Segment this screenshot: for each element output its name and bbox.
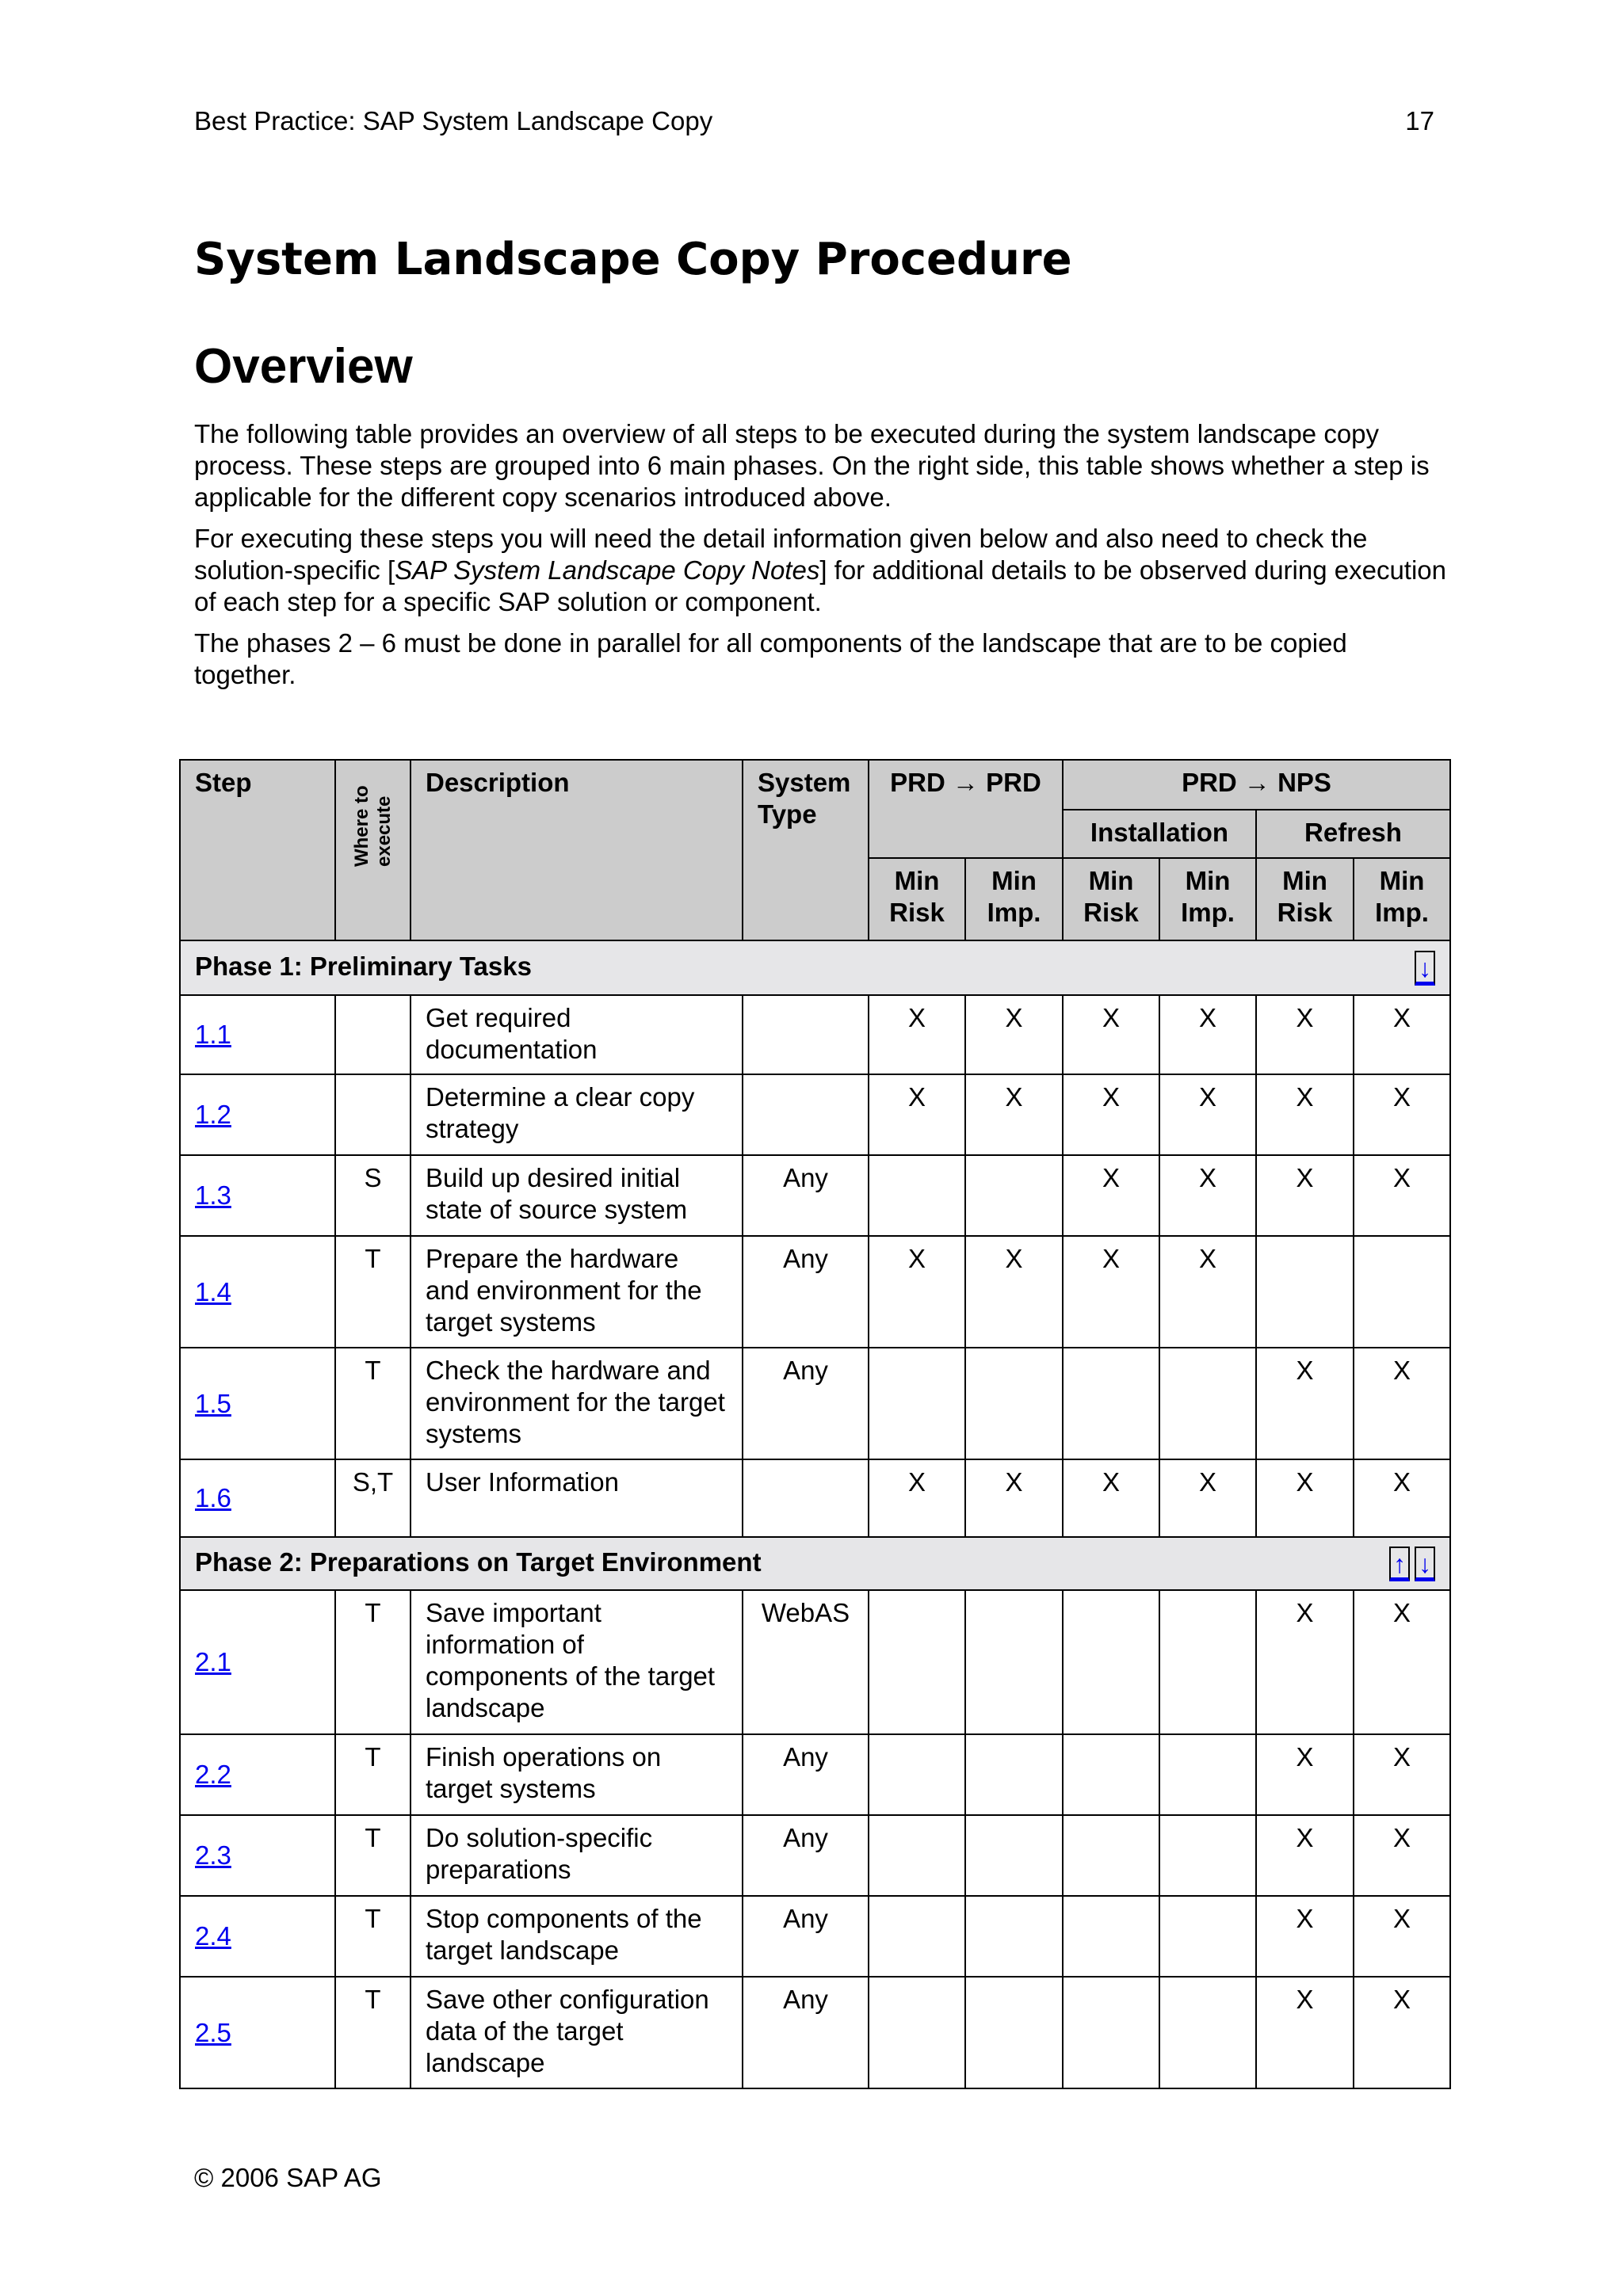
- applicability-mark: [1063, 1977, 1159, 2088]
- applicability-mark: X: [1354, 1074, 1450, 1155]
- table-row: [180, 1590, 1450, 1734]
- step-cell: [180, 1348, 335, 1459]
- header-min-imp: Min Imp.: [1159, 858, 1256, 940]
- applicability-mark: X: [1256, 995, 1354, 1074]
- applicability-mark: X: [1354, 1815, 1450, 1896]
- applicability-mark: X: [1256, 1074, 1354, 1155]
- system-type-cell: Any: [743, 1236, 869, 1348]
- notes-reference: SAP System Landscape Copy Notes: [395, 555, 820, 585]
- phase-title: [180, 1537, 1450, 1590]
- phase-row: [180, 940, 1450, 995]
- applicability-mark: [965, 1155, 1063, 1236]
- applicability-mark: X: [1354, 1734, 1450, 1815]
- applicability-mark: X: [1256, 1155, 1354, 1236]
- applicability-mark: [1063, 1896, 1159, 1977]
- header-min-risk: Min Risk: [1256, 858, 1354, 940]
- step-cell: [180, 1155, 335, 1236]
- arrow-down-icon[interactable]: ↓: [1415, 951, 1435, 986]
- step-cell: [180, 1815, 335, 1896]
- step-link[interactable]: 1.4: [195, 1276, 231, 1306]
- applicability-mark: X: [965, 1236, 1063, 1348]
- table-row: [180, 1459, 1450, 1537]
- table-row: [180, 995, 1450, 1074]
- phase-title-text: Phase 1: Preliminary Tasks: [195, 951, 532, 981]
- applicability-mark: X: [1354, 1348, 1450, 1459]
- applicability-mark: [1159, 1977, 1256, 2088]
- applicability-mark: [1159, 1815, 1256, 1896]
- step-cell: [180, 995, 335, 1074]
- step-link[interactable]: 2.3: [195, 1840, 231, 1870]
- step-link[interactable]: 2.2: [195, 1760, 231, 1789]
- description-cell: Determine a clear copy strategy: [411, 1074, 743, 1155]
- header-min-imp: Min Imp.: [1354, 858, 1450, 940]
- applicability-mark: X: [869, 1459, 965, 1537]
- applicability-mark: X: [869, 1236, 965, 1348]
- applicability-mark: X: [1159, 1459, 1256, 1537]
- step-link[interactable]: 1.3: [195, 1180, 231, 1210]
- text: ] for additional details to be observed during execution of each step for a specific SAP solution or component.: [194, 555, 1447, 616]
- applicability-mark: [1354, 1236, 1450, 1348]
- header-description: Description: [411, 760, 743, 940]
- step-link[interactable]: 1.2: [195, 1100, 231, 1129]
- applicability-mark: [965, 1815, 1063, 1896]
- applicability-mark: X: [1159, 1236, 1256, 1348]
- paragraph: [194, 523, 1446, 618]
- overview-table: [179, 759, 1451, 2089]
- system-type-cell: Any: [743, 1815, 869, 1896]
- system-type-cell: Any: [743, 1734, 869, 1815]
- where-cell: S: [335, 1155, 411, 1236]
- applicability-mark: [965, 1348, 1063, 1459]
- applicability-mark: X: [965, 1459, 1063, 1537]
- table-row: [180, 1977, 1450, 2088]
- applicability-mark: [869, 1815, 965, 1896]
- applicability-mark: [965, 1977, 1063, 2088]
- intro-text: [194, 418, 1446, 700]
- applicability-mark: X: [1256, 1734, 1354, 1815]
- subsection-heading: Overview: [194, 339, 413, 394]
- applicability-mark: X: [869, 995, 965, 1074]
- applicability-mark: [1159, 1348, 1256, 1459]
- step-cell: [180, 1459, 335, 1537]
- applicability-mark: [1256, 1236, 1354, 1348]
- applicability-mark: [869, 1734, 965, 1815]
- applicability-mark: X: [1354, 1459, 1450, 1537]
- table-row: [180, 1734, 1450, 1815]
- applicability-mark: X: [1354, 1977, 1450, 2088]
- where-cell: T: [335, 1236, 411, 1348]
- step-cell: [180, 1236, 335, 1348]
- applicability-mark: [1159, 1896, 1256, 1977]
- header-min-imp: Min Imp.: [965, 858, 1063, 940]
- phase-nav: [1389, 1547, 1435, 1581]
- header-min-risk: Min Risk: [1063, 858, 1159, 940]
- applicability-mark: [1063, 1348, 1159, 1459]
- header-step: Step: [180, 760, 335, 940]
- system-type-cell: WebAS: [743, 1590, 869, 1734]
- header-where-label: Where to execute: [350, 785, 395, 867]
- applicability-mark: X: [1063, 995, 1159, 1074]
- description-cell: Stop components of the target landscape: [411, 1896, 743, 1977]
- description-cell: Save other configuration data of the target landscape: [411, 1977, 743, 2088]
- arrow-down-icon[interactable]: ↓: [1415, 1547, 1435, 1581]
- header-system-type: System Type: [743, 760, 869, 940]
- header-prd-nps: PRD → NPS: [1063, 760, 1450, 810]
- paragraph: The following table provides an overview of all steps to be executed during the system landscape copy process. These steps are grouped into 6 main phases. On the right side, this table shows whether a step is applicable for the different copy scenarios introduced above.: [194, 419, 1430, 512]
- where-cell: [335, 1074, 411, 1155]
- phase-title-text: Phase 2: Preparations on Target Environment: [195, 1547, 762, 1577]
- applicability-mark: X: [1063, 1074, 1159, 1155]
- description-cell: User Information: [411, 1459, 743, 1537]
- step-cell: [180, 1590, 335, 1734]
- where-cell: T: [335, 1590, 411, 1734]
- applicability-mark: [1159, 1734, 1256, 1815]
- applicability-mark: [965, 1896, 1063, 1977]
- table-row: [180, 1155, 1450, 1236]
- where-cell: T: [335, 1977, 411, 2088]
- table-row: [180, 1815, 1450, 1896]
- where-cell: T: [335, 1815, 411, 1896]
- system-type-cell: [743, 1074, 869, 1155]
- applicability-mark: X: [965, 1074, 1063, 1155]
- applicability-mark: X: [1159, 1155, 1256, 1236]
- applicability-mark: X: [1354, 1590, 1450, 1734]
- arrow-up-icon[interactable]: ↑: [1389, 1547, 1410, 1581]
- header-installation: Installation: [1063, 810, 1256, 858]
- applicability-mark: X: [1256, 1348, 1354, 1459]
- applicability-mark: X: [965, 995, 1063, 1074]
- applicability-mark: X: [1354, 1896, 1450, 1977]
- applicability-mark: [965, 1590, 1063, 1734]
- applicability-mark: [869, 1155, 965, 1236]
- where-cell: [335, 995, 411, 1074]
- step-cell: [180, 1896, 335, 1977]
- applicability-mark: [1063, 1590, 1159, 1734]
- description-cell: Prepare the hardware and environment for the target systems: [411, 1236, 743, 1348]
- table-row: [180, 1074, 1450, 1155]
- step-cell: [180, 1977, 335, 2088]
- applicability-mark: [965, 1734, 1063, 1815]
- description-cell: Save important information of components of the target landscape: [411, 1590, 743, 1734]
- applicability-mark: [869, 1977, 965, 2088]
- applicability-mark: X: [1354, 995, 1450, 1074]
- applicability-mark: X: [1256, 1459, 1354, 1537]
- step-link[interactable]: 1.1: [195, 1020, 231, 1049]
- system-type-cell: [743, 995, 869, 1074]
- description-cell: Do solution-specific preparations: [411, 1815, 743, 1896]
- text: For executing these steps you will need the detail information given below and also need to check the solution-specific [: [194, 524, 1368, 585]
- footer-copyright: © 2006 SAP AG: [194, 2163, 382, 2192]
- where-cell: T: [335, 1896, 411, 1977]
- page-number: 17: [1405, 106, 1434, 135]
- description-cell: Get required documentation: [411, 995, 743, 1074]
- applicability-mark: X: [1256, 1977, 1354, 2088]
- applicability-mark: X: [1256, 1815, 1354, 1896]
- where-cell: S,T: [335, 1459, 411, 1537]
- table-row: [180, 1348, 1450, 1459]
- phase-nav: [1415, 951, 1435, 986]
- table-row: [180, 1236, 1450, 1348]
- page-header: [194, 106, 1434, 136]
- description-cell: Check the hardware and environment for the target systems: [411, 1348, 743, 1459]
- header-refresh: Refresh: [1256, 810, 1450, 858]
- step-link[interactable]: 2.4: [195, 1921, 231, 1951]
- system-type-cell: Any: [743, 1155, 869, 1236]
- applicability-mark: [1159, 1590, 1256, 1734]
- applicability-mark: X: [1159, 995, 1256, 1074]
- applicability-mark: [869, 1348, 965, 1459]
- applicability-mark: [1063, 1734, 1159, 1815]
- header-min-risk: Min Risk: [869, 858, 965, 940]
- where-cell: T: [335, 1348, 411, 1459]
- table-row: [180, 1896, 1450, 1977]
- phase-title: [180, 940, 1450, 995]
- step-link[interactable]: 1.5: [195, 1388, 231, 1418]
- applicability-mark: X: [1256, 1896, 1354, 1977]
- system-type-cell: Any: [743, 1896, 869, 1977]
- applicability-mark: [869, 1590, 965, 1734]
- step-link[interactable]: 1.6: [195, 1483, 231, 1512]
- applicability-mark: [1063, 1815, 1159, 1896]
- paragraph: The phases 2 – 6 must be done in parallel for all components of the landscape that are to be copied together.: [194, 628, 1347, 689]
- section-heading: System Landscape Copy Procedure: [194, 234, 1072, 285]
- header-prd-prd: PRD → PRD: [869, 760, 1063, 858]
- system-type-cell: [743, 1459, 869, 1537]
- document-title: Best Practice: SAP System Landscape Copy: [194, 106, 713, 135]
- applicability-mark: X: [1159, 1074, 1256, 1155]
- system-type-cell: Any: [743, 1348, 869, 1459]
- applicability-mark: X: [1354, 1155, 1450, 1236]
- header-where: [335, 760, 411, 940]
- step-link[interactable]: 2.1: [195, 1647, 231, 1676]
- description-cell: Build up desired initial state of source system: [411, 1155, 743, 1236]
- description-cell: Finish operations on target systems: [411, 1734, 743, 1815]
- applicability-mark: X: [869, 1074, 965, 1155]
- applicability-mark: X: [1063, 1155, 1159, 1236]
- system-type-cell: Any: [743, 1977, 869, 2088]
- step-cell: [180, 1074, 335, 1155]
- applicability-mark: X: [1256, 1590, 1354, 1734]
- applicability-mark: X: [1063, 1236, 1159, 1348]
- phase-row: [180, 1537, 1450, 1590]
- applicability-mark: [869, 1896, 965, 1977]
- step-link[interactable]: 2.5: [195, 2017, 231, 2047]
- where-cell: T: [335, 1734, 411, 1815]
- applicability-mark: X: [1063, 1459, 1159, 1537]
- step-cell: [180, 1734, 335, 1815]
